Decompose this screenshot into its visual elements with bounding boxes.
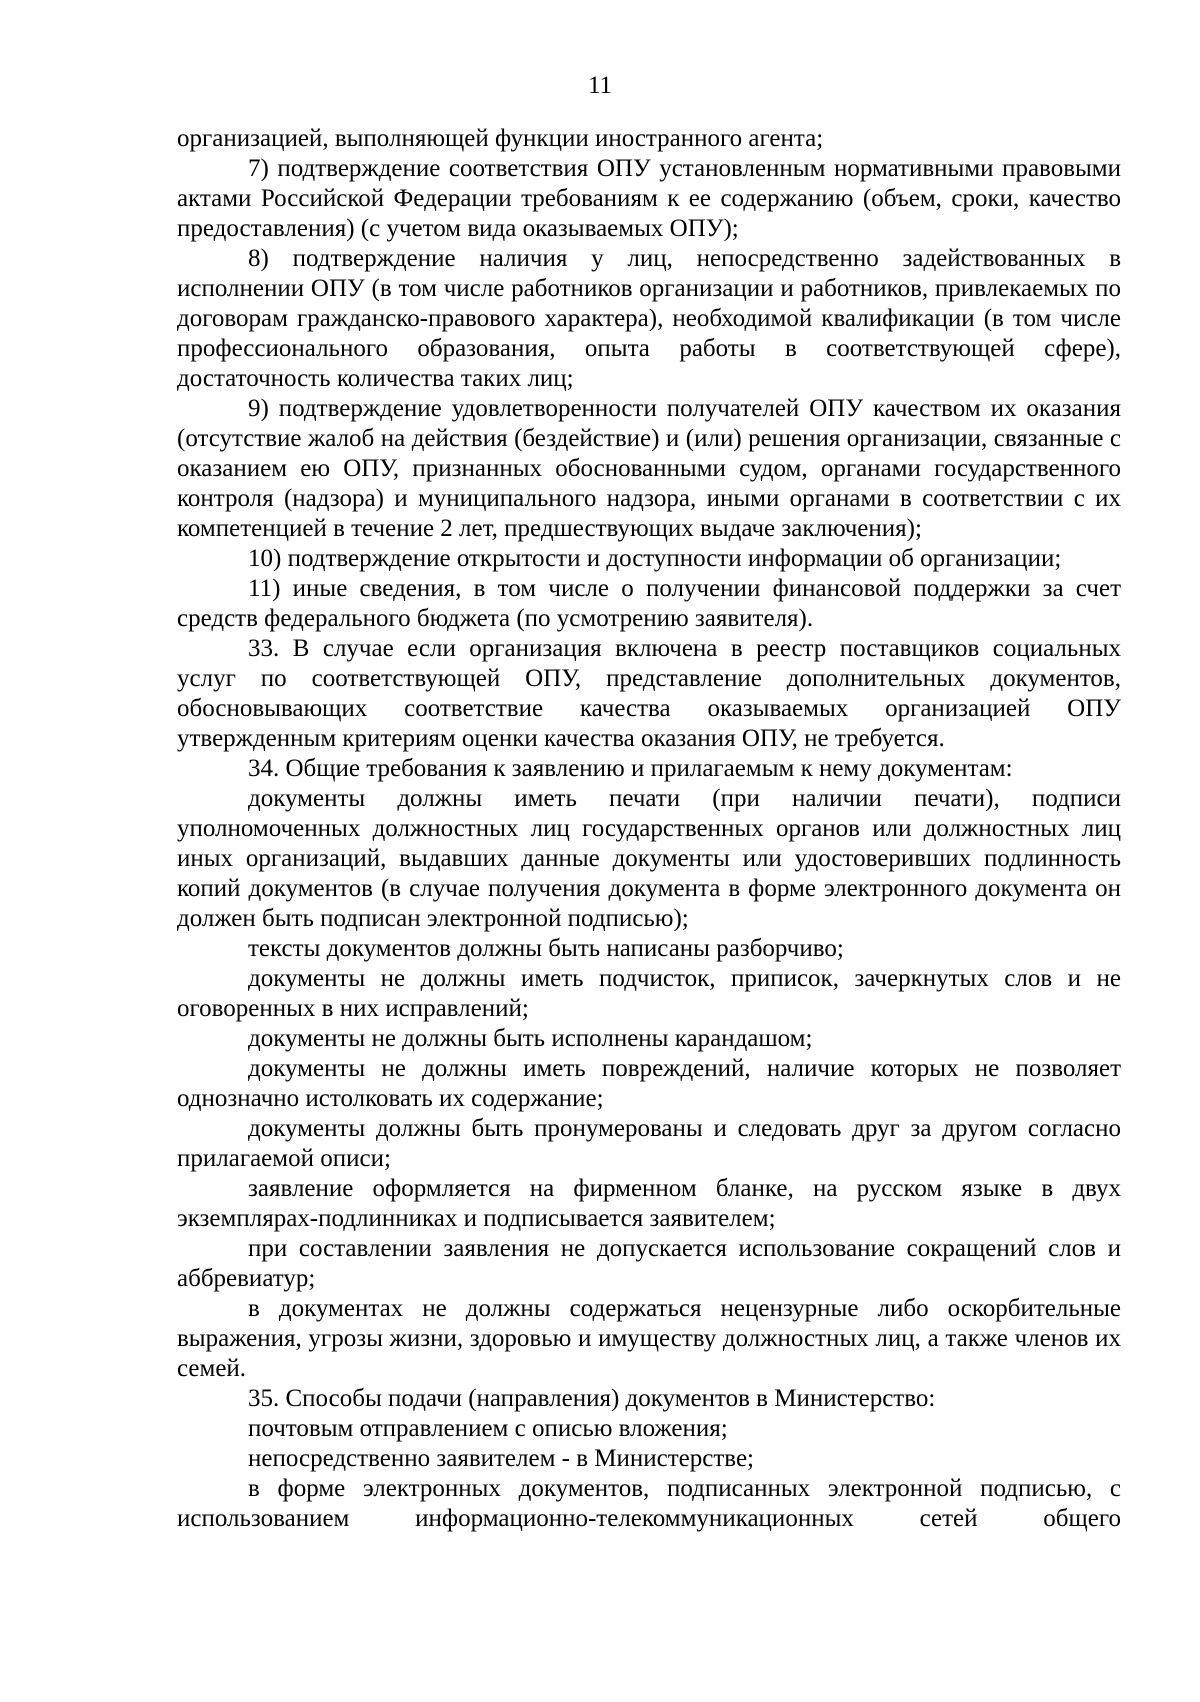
paragraph-requirement-no-pencil: документы не должны быть исполнены карандашом;	[248, 1025, 813, 1052]
paragraph-item-10: 10) подтверждение открытости и доступности информации об организации;	[248, 545, 1062, 572]
paragraph-method-electronic: в форме электронных документов, подписанных электронной подписью, с использованием информационно-телекоммуникационных сетей общего	[177, 1475, 1121, 1532]
paragraph-method-in-person: непосредственно заявителем - в Министерстве;	[248, 1445, 754, 1472]
paragraph-requirement-no-obscenity: в документах не должны содержаться нецензурные либо оскорбительные выражения, угрозы жизни, здоровью и имуществу должностных лиц, а также членов их семей.	[177, 1295, 1121, 1382]
paragraph-clause-34: 34. Общие требования к заявлению и прилагаемым к нему документам:	[248, 755, 1013, 782]
paragraph-item-8: 8) подтверждение наличия у лиц, непосредственно задействованных в исполнении ОПУ (в том числе работников организации и работников, привлекаемых по договорам гражданско-правового характера), необходимой квалификации (в том числе профессионального образования, опыта работы в соответствующей сфере), достаточность количества таких лиц;	[177, 245, 1121, 392]
paragraph-item-11: 11) иные сведения, в том числе о получении финансовой поддержки за счет средств федерального бюджета (по усмотрению заявителя).	[177, 575, 1121, 632]
paragraph-requirement-no-damage: документы не должны иметь повреждений, наличие которых не позволяет однозначно истолковать их содержание;	[177, 1055, 1121, 1112]
paragraph-clause-33: 33. В случае если организация включена в реестр поставщиков социальных услуг по соответствующей ОПУ, представление дополнительных документов, обосновывающих соответствие качества оказываемых организацией ОПУ утвержденным критериям оценки качества оказания ОПУ, не требуется.	[177, 635, 1121, 752]
paragraph-requirement-legible: тексты документов должны быть написаны разборчиво;	[248, 935, 844, 962]
paragraph-method-post: почтовым отправлением с описью вложения;	[248, 1415, 728, 1442]
paragraph-requirement-seals: документы должны иметь печати (при наличии печати), подписи уполномоченных должностных лиц государственных органов или должностных лиц иных организаций, выдавших данные документы или удостоверивших подлинность копий документов (в случае получения документа в форме электронного документа он должен быть подписан электронной подписью);	[177, 785, 1121, 932]
paragraph-clause-35: 35. Способы подачи (направления) документов в Министерство:	[248, 1385, 936, 1412]
paragraph-requirement-letterhead: заявление оформляется на фирменном бланке, на русском языке в двух экземплярах-подлинниках и подписывается заявителем;	[177, 1175, 1121, 1232]
paragraph-continuation: организацией, выполняющей функции иностранного агента;	[177, 125, 824, 152]
paragraph-requirement-no-abbreviations: при составлении заявления не допускается использование сокращений слов и аббревиатур;	[177, 1235, 1121, 1292]
paragraph-item-7: 7) подтверждение соответствия ОПУ установленным нормативными правовыми актами Российской Федерации требованиям к ее содержанию (объем, сроки, качество предоставления) (с учетом вида оказываемых ОПУ);	[177, 155, 1121, 242]
page-number: 11	[587, 72, 613, 99]
paragraph-requirement-numbered: документы должны быть пронумерованы и следовать друг за другом согласно прилагаемой описи;	[177, 1115, 1121, 1172]
paragraph-requirement-no-erasures: документы не должны иметь подчисток, приписок, зачеркнутых слов и не оговоренных в них исправлений;	[177, 965, 1121, 1022]
document-body	[177, 124, 1121, 1534]
paragraph-item-9: 9) подтверждение удовлетворенности получателей ОПУ качеством их оказания (отсутствие жалоб на действия (бездействие) и (или) решения организации, связанные с оказанием ею ОПУ, признанных обоснованными судом, органами государственного контроля (надзора) и муниципального надзора, иными органами в соответствии с их компетенцией в течение 2 лет, предшествующих выдаче заключения);	[177, 395, 1121, 542]
